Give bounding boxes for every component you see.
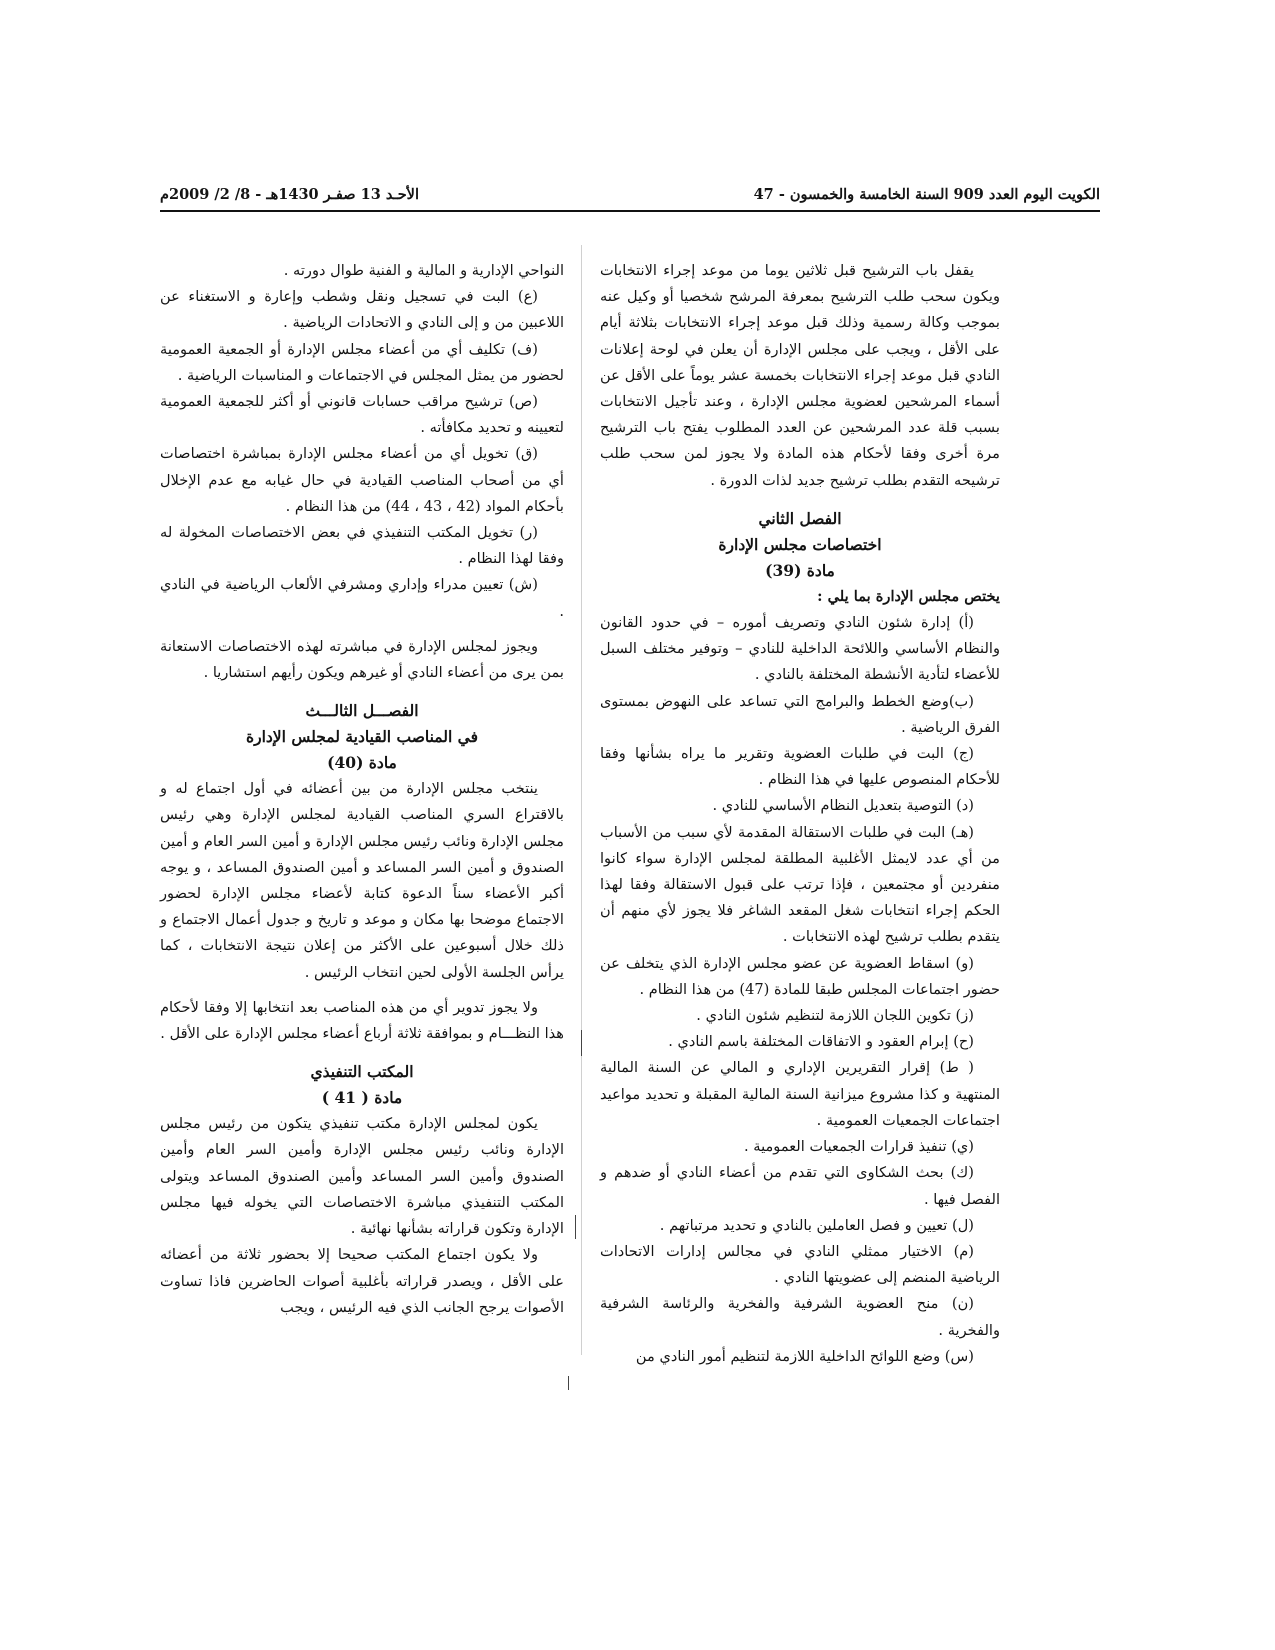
list-item: (ج) البت في طلبات العضوية وتقرير ما يراه بشأنها وفقا للأحكام المنصوص عليها في هذا النظام .: [600, 745, 1000, 789]
list-item: (ن) منح العضوية الشرفية والفخرية والرئاسة الشرفية والفخرية .: [600, 1295, 1000, 1339]
list-item: (ص) ترشيح مراقب حسابات قانوني أو أكثر للجمعية العمومية لتعيينه و تحديد مكافأته .: [160, 393, 564, 437]
list-item: ( ط) إقرار التقريرين الإداري و المالي عن السنة المالية المنتهية و كذا مشروع ميزانية السنة المالية المقبلة و تحديد مواعيد اجتماعات الجمعيات العمومية .: [600, 1059, 1000, 1129]
section-heading: المكتب التنفيذي: [310, 1062, 414, 1082]
article-heading: مادة (39): [765, 560, 835, 580]
article-lead: يختص مجلس الإدارة بما يلي :: [817, 587, 1000, 605]
left-column: [160, 258, 564, 1321]
list-item: (ي) تنفيذ قرارات الجمعيات العمومية .: [743, 1138, 974, 1156]
header-date: الأحـد 13 صفـر 1430هـ - 8/ 2/ 2009م: [160, 186, 419, 203]
list-item: (هـ) البت في طلبات الاستقالة المقدمة لأي سبب من الأسباب من أي عدد لايمثل الأغلبية المطلقة لمجلس الإدارة سواء كانوا منفردين أو مجتمعين ، فإذا ترتب على قبول الاستقالة وفقا لهذا الحكم إجراء انتخابات شغل المقعد الشاغر فلا يجوز لأي منهم أن يتقدم بطلب ترشيح لهذه الانتخابات .: [600, 823, 1000, 946]
margin-mark: [581, 1030, 582, 1056]
right-column: [600, 258, 1000, 1370]
list-item: (د) التوصية بتعديل النظام الأساسي للنادي .: [712, 797, 974, 815]
article-paragraph: يكون لمجلس الإدارة مكتب تنفيذي يتكون من رئيس مجلس الإدارة ونائب رئيس مجلس الإدارة وأمين السر العام وأمين الصندوق وأمين السر المساعد وأمين الصندوق المساعد ويتولى المكتب التنفيذي مباشرة الاختصاصات التي يخوله فيها مجلس الإدارة وتكون قراراته بشأنها نهائية .: [160, 1115, 564, 1238]
article-heading: مادة ( 41 ): [321, 1088, 403, 1108]
continuation-line: النواحي الإدارية و المالية و الفنية طوال دورته .: [283, 262, 564, 279]
list-item: (ر) تخويل المكتب التنفيذي في بعض الاختصاصات المخولة له وفقا لهذا النظام .: [160, 524, 564, 568]
list-item: (م) الاختيار ممثلي النادي في مجالس إدارات الاتحادات الرياضية المنضم إلى عضويتها النادي .: [600, 1242, 1000, 1287]
list-item: (ب)وضع الخطط والبرامج التي تساعد على النهوض بمستوى الفرق الرياضية .: [600, 692, 1000, 736]
margin-mark: [575, 1215, 576, 1239]
header-rule: [160, 210, 1100, 212]
margin-mark: [568, 1376, 569, 1390]
column-divider: [581, 245, 582, 1355]
list-item: (ل) تعيين و فصل العاملين بالنادي و تحديد مرتباتهم .: [659, 1216, 974, 1234]
chapter-title: اختصاصات مجلس الإدارة: [718, 534, 882, 554]
list-item: (س) وضع اللوائح الداخلية اللازمة لتنظيم أمور النادي من: [635, 1347, 974, 1365]
article-paragraph: ولا يجوز تدوير أي من هذه المناصب بعد انتخابها إلا وفقا لأحكام هذا النظـــام و بموافقة ثلاثة أرباع أعضاء مجلس الإدارة على الأقل .: [160, 998, 564, 1043]
chapter-heading: الفصل الثاني: [758, 508, 842, 528]
list-item: (ق) تخويل أي من أعضاء مجلس الإدارة بمباشرة اختصاصات أي من أصحاب المناصب القيادية في حال غيابه مع عدم الإخلال بأحكام المواد (42 ، 43 ، 44) من هذا النظام .: [160, 445, 564, 515]
article-heading: مادة (40): [327, 753, 397, 773]
list-item: (ك) بحث الشكاوى التي تقدم من أعضاء النادي أو ضدهم و الفصل فيها .: [600, 1164, 1000, 1208]
article-paragraph: ينتخب مجلس الإدارة من بين أعضائه في أول اجتماع له و بالاقتراع السري المناصب القيادية لمجلس الإدارة وهي رئيس مجلس الإدارة ونائب رئيس مجلس الإدارة و أمين السر العام و أمين الصندوق و أمين السر المساعد و أمين الصندوق المساعد ، و يوجه أكبر الأعضاء سناً الدعوة كتابة لأعضاء مجلس الإدارة لحضور الاجتماع موضحا بها مكان و موعد و تاريخ و جدول أعمال الاجتماع و ذلك خلال أسبوعين على الأكثر من إعلان نتيجة الانتخابات ، كما يرأس الجلسة الأولى لحين انتخاب الرئيس .: [160, 780, 564, 981]
list-item: (ف) تكليف أي من أعضاء مجلس الإدارة أو الجمعية العمومية لحضور من يمثل المجلس في الاجتماعات و المناسبات الرياضية .: [160, 340, 564, 384]
intro-paragraph: يقفل باب الترشيح قبل ثلاثين يوما من موعد إجراء الانتخابات ويكون سحب طلب الترشيح بمعرفة المرشح شخصيا أو وكيل عنه بموجب وكالة رسمية وذلك قبل موعد إجراء الانتخابات بثلاثة أيام على الأقل ، ويجب على مجلس الإدارة أن يعلن في لوحة إعلانات النادي قبل موعد إجراء الانتخابات بخمسة عشر يوماً على الأقل عن أسماء المرشحين لعضوية مجلس الإدارة ، وعند تأجيل الانتخابات بسبب قلة عدد المرشحين عن العدد المطلوب يفتح باب الترشيح مرة أخرى وفقا لأحكام هذه المادة ولا يجوز لمن سحب طلب ترشيحه التقدم بطلب ترشيح جديد لذات الدورة .: [600, 262, 1000, 489]
list-item: (ع) البت في تسجيل ونقل وشطب وإعارة و الاستغناء عن اللاعبين من و إلى النادي و الاتحادات الرياضية .: [160, 288, 564, 332]
list-item: (ش) تعيين مدراء وإداري ومشرفي الألعاب الرياضية في النادي .: [160, 576, 564, 620]
chapter-heading: الفصـــل الثالـــث: [305, 701, 419, 721]
chapter-title: في المناصب القيادية لمجلس الإدارة: [245, 727, 479, 747]
list-item: (ز) تكوين اللجان اللازمة لتنظيم شئون النادي .: [696, 1007, 974, 1025]
list-item: (ح) إبرام العقود و الاتفاقات المختلفة باسم النادي .: [668, 1033, 974, 1051]
header-issue-info: الكويت اليوم العدد 909 السنة الخامسة والخمسون - 47: [753, 186, 1100, 203]
list-item: (و) اسقاط العضوية عن عضو مجلس الإدارة الذي يتخلف عن حضور اجتماعات المجلس طبقا للمادة (47) من هذا النظام .: [600, 954, 1000, 998]
closing-paragraph: ويجوز لمجلس الإدارة في مباشرته لهذه الاختصاصات الاستعانة بمن يرى من أعضاء النادي أو غيرهم ويكون رأيهم استشاريا .: [160, 637, 564, 682]
article-paragraph: ولا يكون اجتماع المكتب صحيحا إلا بحضور ثلاثة من أعضائه على الأقل ، ويصدر قراراته بأغلبية أصوات الحاضرين فاذا تساوت الأصوات يرجح الجانب الذي فيه الرئيس ، ويجب: [160, 1246, 564, 1316]
list-item: (أ) إدارة شئون النادي وتصريف أموره – في حدود القانون والنظام الأساسي واللائحة الداخلية للنادي – وتوفير مختلف السبل للأعضاء لتأدية الأنشطة المختلفة بالنادي .: [600, 614, 1000, 684]
page-header: [160, 186, 1100, 208]
